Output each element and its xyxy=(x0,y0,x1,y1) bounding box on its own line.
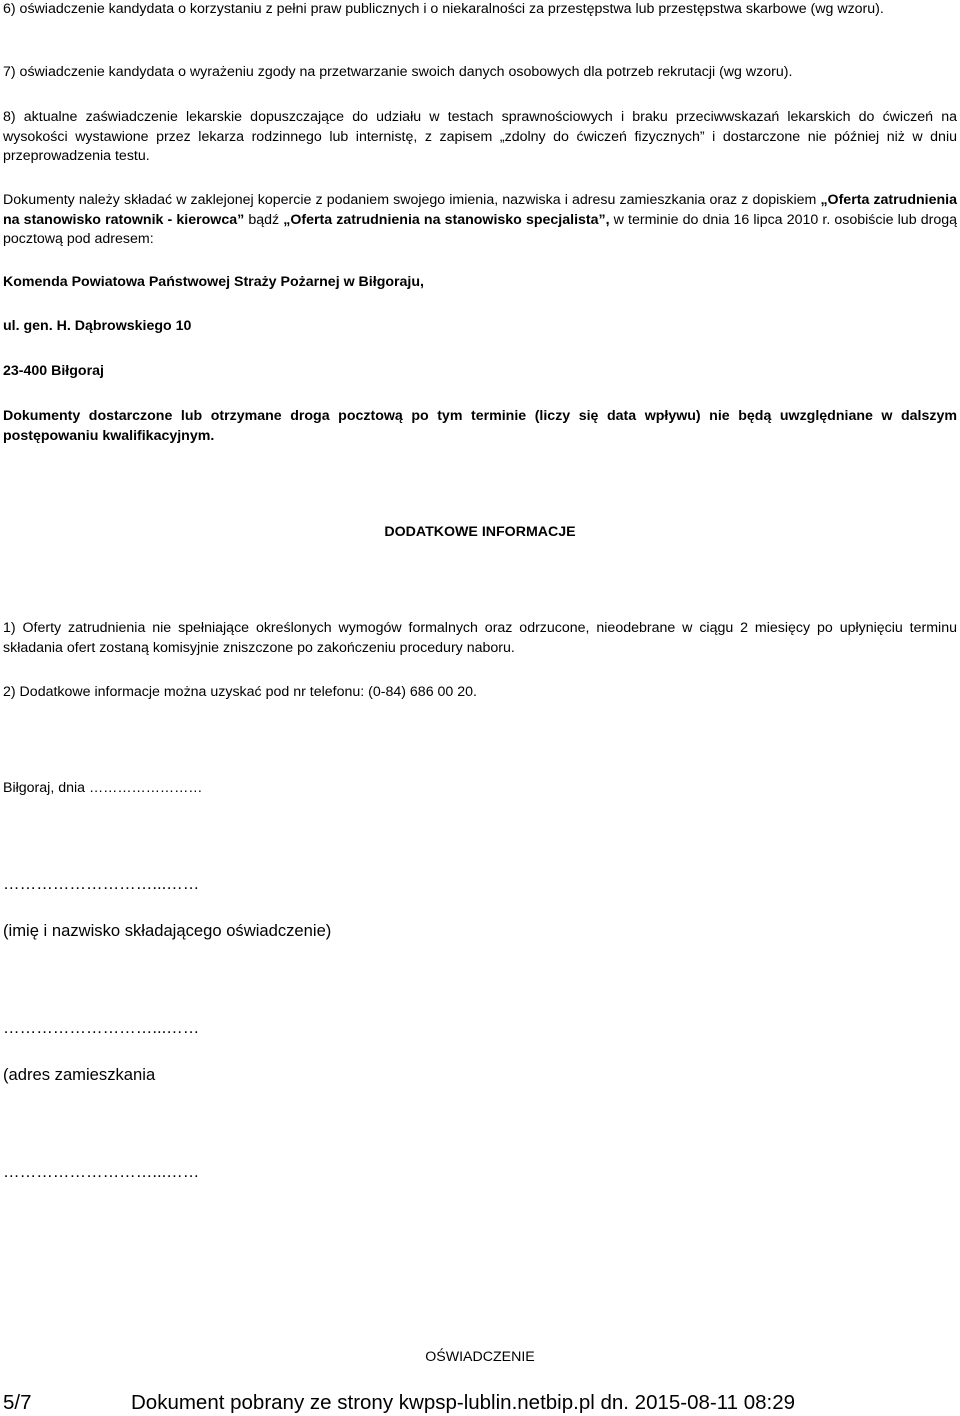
submission-text-2: bądź xyxy=(244,211,284,228)
date-line: Biłgoraj, dnia …………………… xyxy=(3,780,203,796)
submission-paragraph xyxy=(3,191,957,250)
offer-ratownik: „Oferta zatrudnienia na stanowisko ratownik - kierowca” xyxy=(3,192,958,228)
additional-item-1: 1) Oferty zatrudnienia nie spełniające określonych wymogów formalnych oraz odrzucone, nieodebrane w ciągu 2 miesięcy po upłynięciu terminu składania ofert zostaną komisyjnie zniszczone po zakończeniu procedury naboru. xyxy=(3,620,957,656)
declaration-heading: OŚWIADCZENIE xyxy=(425,1349,535,1365)
page-number: 5/7 xyxy=(3,1391,32,1414)
signature-dots-address: ………………………...…… xyxy=(3,1018,200,1037)
address-label: (adres zamieszkania xyxy=(3,1065,156,1084)
additional-item-2: 2) Dodatkowe informacje można uzyskać pod nr telefonu: (0-84) 686 00 20. xyxy=(3,684,477,700)
name-label: (imię i nazwisko składającego oświadczenie) xyxy=(3,921,332,940)
submission-text-3: w terminie do dnia 16 lipca 2010 r. osobiście lub drogą pocztową pod adresem: xyxy=(3,211,957,247)
address-name: Komenda Powiatowa Państwowej Straży Pożarnej w Biłgoraju, xyxy=(3,274,424,290)
signature-dots-extra: ………………………...…… xyxy=(3,1162,200,1181)
submission-text-1: Dokumenty należy składać w zaklejonej kopercie z podaniem swojego imienia, nazwiska i adresu zamieszkania oraz z dopiskiem xyxy=(3,192,821,208)
additional-info-heading: DODATKOWE INFORMACJE xyxy=(384,524,576,540)
late-notice: Dokumenty dostarczone lub otrzymane droga pocztową po tym terminie (liczy się data wpływu) nie będą uwzględniane w dalszym postępowaniu kwalifikacyjnym. xyxy=(3,408,957,444)
address-street: ul. gen. H. Dąbrowskiego 10 xyxy=(3,318,192,334)
address-city: 23-400 Biłgoraj xyxy=(3,363,104,379)
item-8: 8) aktualne zaświadczenie lekarskie dopuszczające do udziału w testach sprawnościowych i braku przeciwwskazań lekarskich do ćwiczeń na wysokości wystawione przez lekarza rodzinnego lub internistę, z zapisem „zdolny do ćwiczeń fizycznych” i dostarczone nie później niż w dniu przeprowadzenia testu. xyxy=(3,109,957,164)
signature-dots-name: ………………………...…… xyxy=(3,874,200,893)
offer-specjalista: „Oferta zatrudnienia na stanowisko specjalista”, xyxy=(283,211,610,228)
footer-source: Dokument pobrany ze strony kwpsp-lublin.netbip.pl dn. 2015-08-11 08:29 xyxy=(131,1391,795,1414)
item-6: 6) oświadczenie kandydata o korzystaniu z pełni praw publicznych i o niekaralności za przestępstwa lub przestępstwa skarbowe (wg wzoru). xyxy=(3,1,884,17)
item-7: 7) oświadczenie kandydata o wyrażeniu zgody na przetwarzanie swoich danych osobowych dla potrzeb rekrutacji (wg wzoru). xyxy=(3,64,793,80)
